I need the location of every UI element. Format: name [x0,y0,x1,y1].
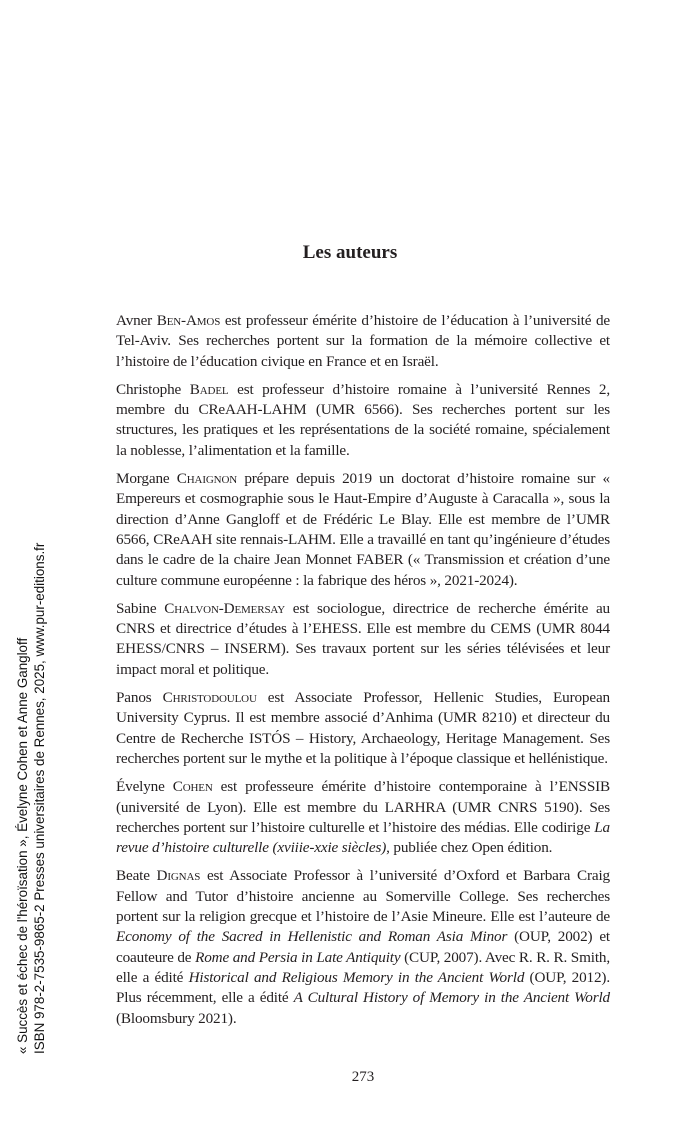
author-bio [116,469,610,591]
work-title: La revue d’histoire culturelle (xviiie-xxie siècles) [116,818,610,857]
page-title: Les auteurs [302,242,398,263]
author-bio [116,380,610,461]
bio-text: est Associate Professor, Hellenic Studies, European University Cyprus. Il est membre associé d’Anhima (UMR 8210) et directeur du Centre de Recherche ISTÓS – History, Archaeology, Heritage Management. Ses recherches portent sur le mythe et la politique à l’époque classique et hellénistique. [116,689,610,767]
author-surname: Badel [189,380,229,398]
author-surname: Ben-Amos [156,312,221,329]
sidenote-line-2: ISBN 978-2-7535-9865-2 Presses universitaires de Rennes, 2025, www.pur-editions.fr [32,542,47,1054]
author-bio [116,311,610,372]
bio-text: prépare depuis 2019 un doctorat d’histoire romaine sur « Empereurs et cosmographie sous le Haut-Empire d’Auguste à Caracalla », sous la direction d’Anne Gangloff et de Frédéric Le Blay. Elle est membre de l’UMR 6566, CReAAH site rennais-LAHM. Elle a travaillé en tant qu’ingénieure d’études dans le cadre de la chaire Jean Monnet FABER (« Transmission et création d’une culture commune européenne : la fabrique des héros », 2021-2024). [116,470,610,589]
author-bio [116,777,610,858]
author-surname: Chalvon-Demersay [164,599,285,617]
author-bio [116,599,610,680]
page-content [116,311,610,1127]
bio-text: Morgane [116,470,177,488]
bio-text: (CUP, 2007). Avec R. R. R. Smith, elle a édité [116,948,610,986]
work-title: Historical and Religious Memory in the Ancient World [188,968,525,986]
bio-text: Panos [116,689,163,707]
author-bio [116,688,610,769]
bio-text: Christophe [116,380,190,398]
copyright-sidenote [14,394,48,1054]
bio-text: est professeur d’histoire romaine à l’université Rennes 2, membre du CReAAH-LAHM (UMR 6566). Ses recherches portent sur les structures, les pratiques et les représentations de la société romaine, spécialement la noblesse, l’alimentation et la famille. [116,380,610,459]
work-title: Rome and Persia in Late Antiquity [195,948,401,966]
author-list [116,311,610,1029]
bio-text: est professeur émérite d’histoire de l’éducation à l’université de Tel-Aviv. Ses recherches portent sur la formation de la mémoire collective et l’histoire de l’éducation civique en France et en Israël. [116,312,610,370]
author-surname: Christodoulou [162,689,257,707]
bio-text: Évelyne [116,778,173,796]
page-number: 273 [351,1068,375,1085]
work-title: Economy of the Sacred in Hellenistic and Roman Asia Minor [116,928,508,946]
author-surname: Dignas [156,867,201,885]
sidenote-line-1: « Succès et échec de l'héroïsation », Évelyne Cohen et Anne Gangloff [15,637,30,1054]
bio-text: Beate [116,867,157,885]
bio-text: , publiée chez Open édition. [386,839,553,857]
bio-text: (OUP, 2012). Plus récemment, elle a édité [116,968,610,1007]
bio-text: est sociologue, directrice de recherche émérite au CNRS et directrice d’études à l’EHESS. Elle est membre du CEMS (UMR 8044 EHESS/CNRS – INSERM). Ses travaux portent sur les séries télévisées et leur impact moral et politique. [116,599,611,678]
bio-text: est Associate Professor à l’université d’Oxford et Barbara Craig Fellow and Tutor d’histoire ancienne au Somerville College. Ses recherches portent sur la religion grecque et l’histoire de l’Asie Mineure. Elle est l’auteure de [116,867,610,926]
work-title: A Cultural History of Memory in the Ancient World [293,989,610,1007]
bio-text: (OUP, 2002) et coauteure de [116,928,610,966]
bio-text: (Bloomsbury 2021). [116,1009,237,1027]
bio-text: Avner [116,312,157,329]
bio-text: est professeure émérite d’histoire contemporaine à l’ENSSIB (université de Lyon). Elle est membre du LARHRA (UMR CNRS 5190). Ses recherches portent sur l’histoire culturelle et l’histoire des médias. Elle codirige [116,778,611,836]
author-surname: Chaignon [176,470,238,488]
bio-text: Sabine [116,599,165,617]
author-bio [116,866,610,1028]
author-surname: Cohen [172,778,213,796]
